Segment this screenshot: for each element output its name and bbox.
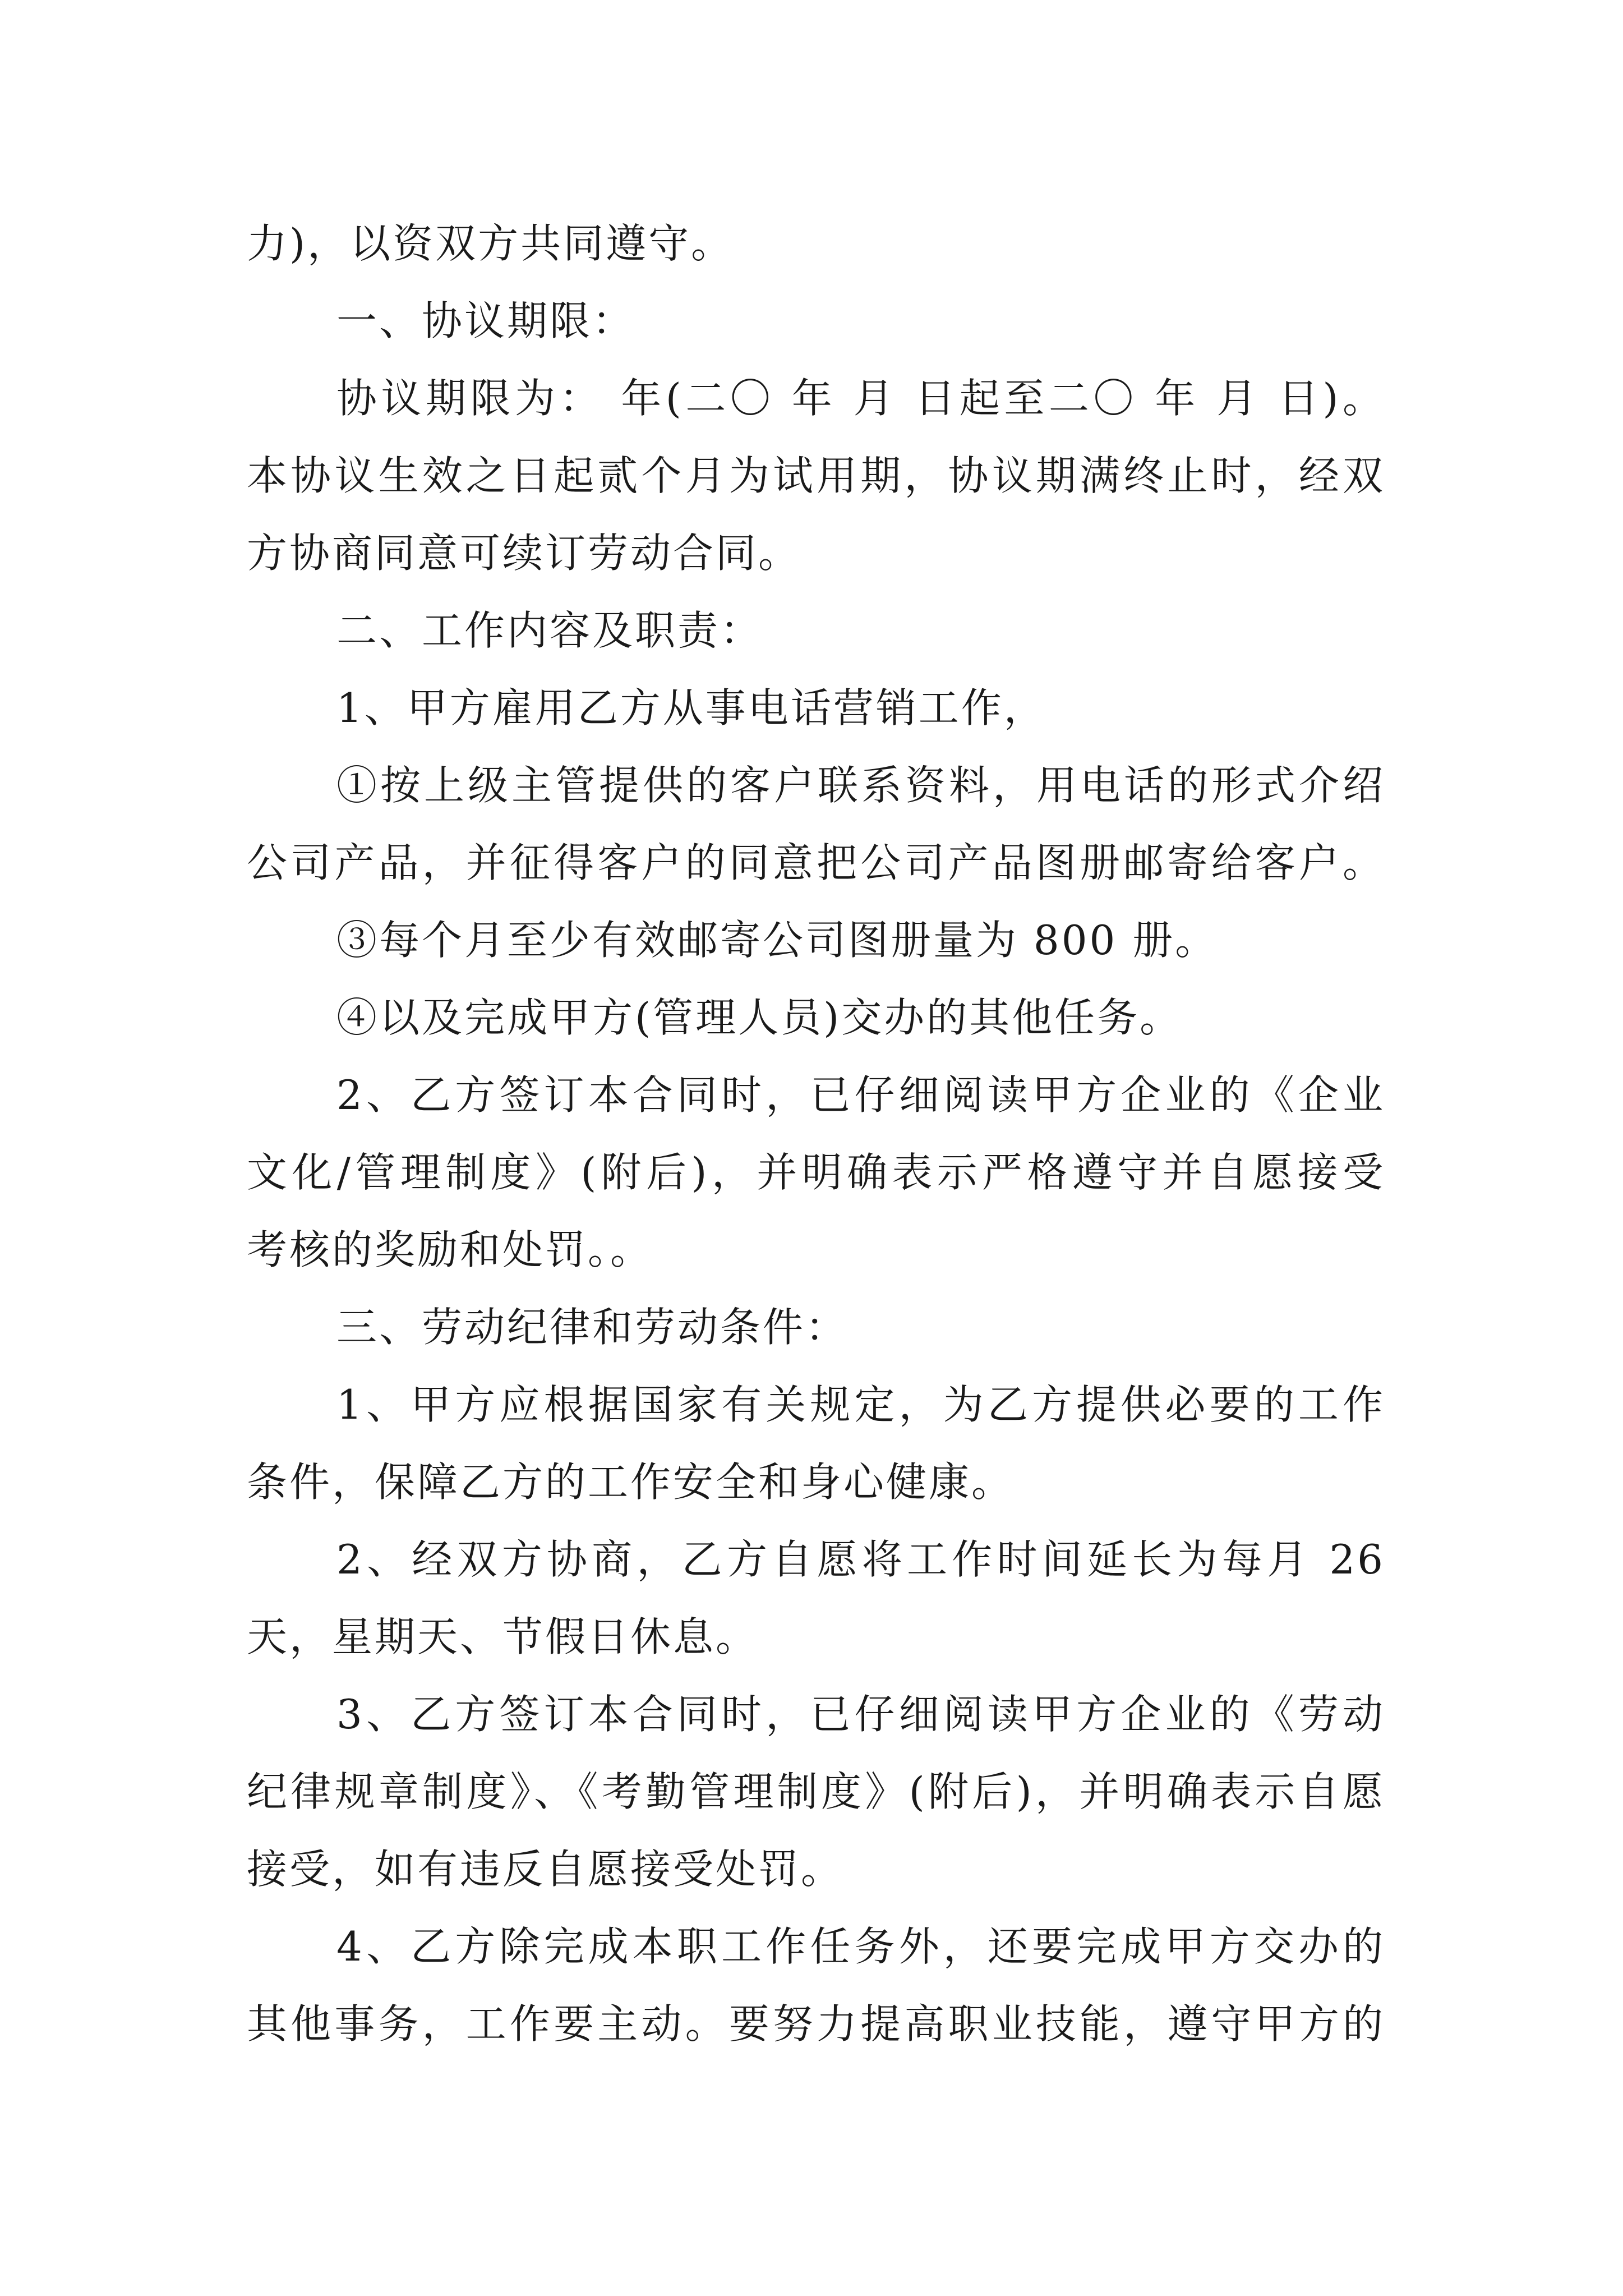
text-line: 2、经双方协商，乙方自愿将工作时间延长为每月 26 (336, 1536, 1385, 1583)
text-line: 4、乙方除完成本职工作任务外，还要完成甲方交办的 (336, 1923, 1385, 1970)
text-line: ④以及完成甲方(管理人员)交办的其他任务。 (336, 994, 1183, 1041)
text-line: 协议期限为： 年(二〇 年 月 日起至二〇 年 月 日)。 (336, 375, 1385, 422)
text-line: 天，星期天、节假日休息。 (247, 1613, 759, 1660)
text-line: 1、甲方应根据国家有关规定，为乙方提供必要的工作 (336, 1381, 1385, 1428)
text-line: 方协商同意可续订劳动合同。 (247, 530, 801, 577)
text-line: 3、乙方签订本合同时，已仔细阅读甲方企业的《劳动 (336, 1691, 1385, 1738)
text-line: ①按上级主管提供的客户联系资料，用电话的形式介绍 (336, 762, 1385, 809)
text-line: 条件，保障乙方的工作安全和身心健康。 (247, 1458, 1015, 1506)
section-heading: 二、工作内容及职责： (336, 607, 763, 654)
text-line: 2、乙方签订本合同时，已仔细阅读甲方企业的《企业 (336, 1071, 1385, 1119)
text-line: ③每个月至少有效邮寄公司图册量为 800 册。 (336, 917, 1218, 964)
text-line: 1、甲方雇用乙方从事电话营销工作， (336, 684, 1046, 731)
text-line: 力)，以资双方共同遵守。 (247, 220, 734, 267)
section-heading: 三、劳动纪律和劳动条件： (336, 1304, 849, 1351)
text-line: 考核的奖励和处罚。。 (247, 1226, 653, 1273)
text-line: 公司产品，并征得客户的同意把公司产品图册邮寄给客户。 (247, 839, 1385, 886)
text-line: 文化/管理制度》(附后)，并明确表示严格遵守并自愿接受 (247, 1149, 1385, 1196)
text-line: 本协议生效之日起贰个月为试用期，协议期满终止时，经双 (247, 452, 1385, 499)
section-heading: 一、协议期限： (336, 297, 635, 344)
text-line: 接受，如有违反自愿接受处罚。 (247, 1846, 844, 1893)
text-line: 其他事务，工作要主动。要努力提高职业技能，遵守甲方的 (247, 2000, 1385, 2047)
text-line: 纪律规章制度》、《考勤管理制度》(附后)，并明确表示自愿 (247, 1768, 1385, 1815)
